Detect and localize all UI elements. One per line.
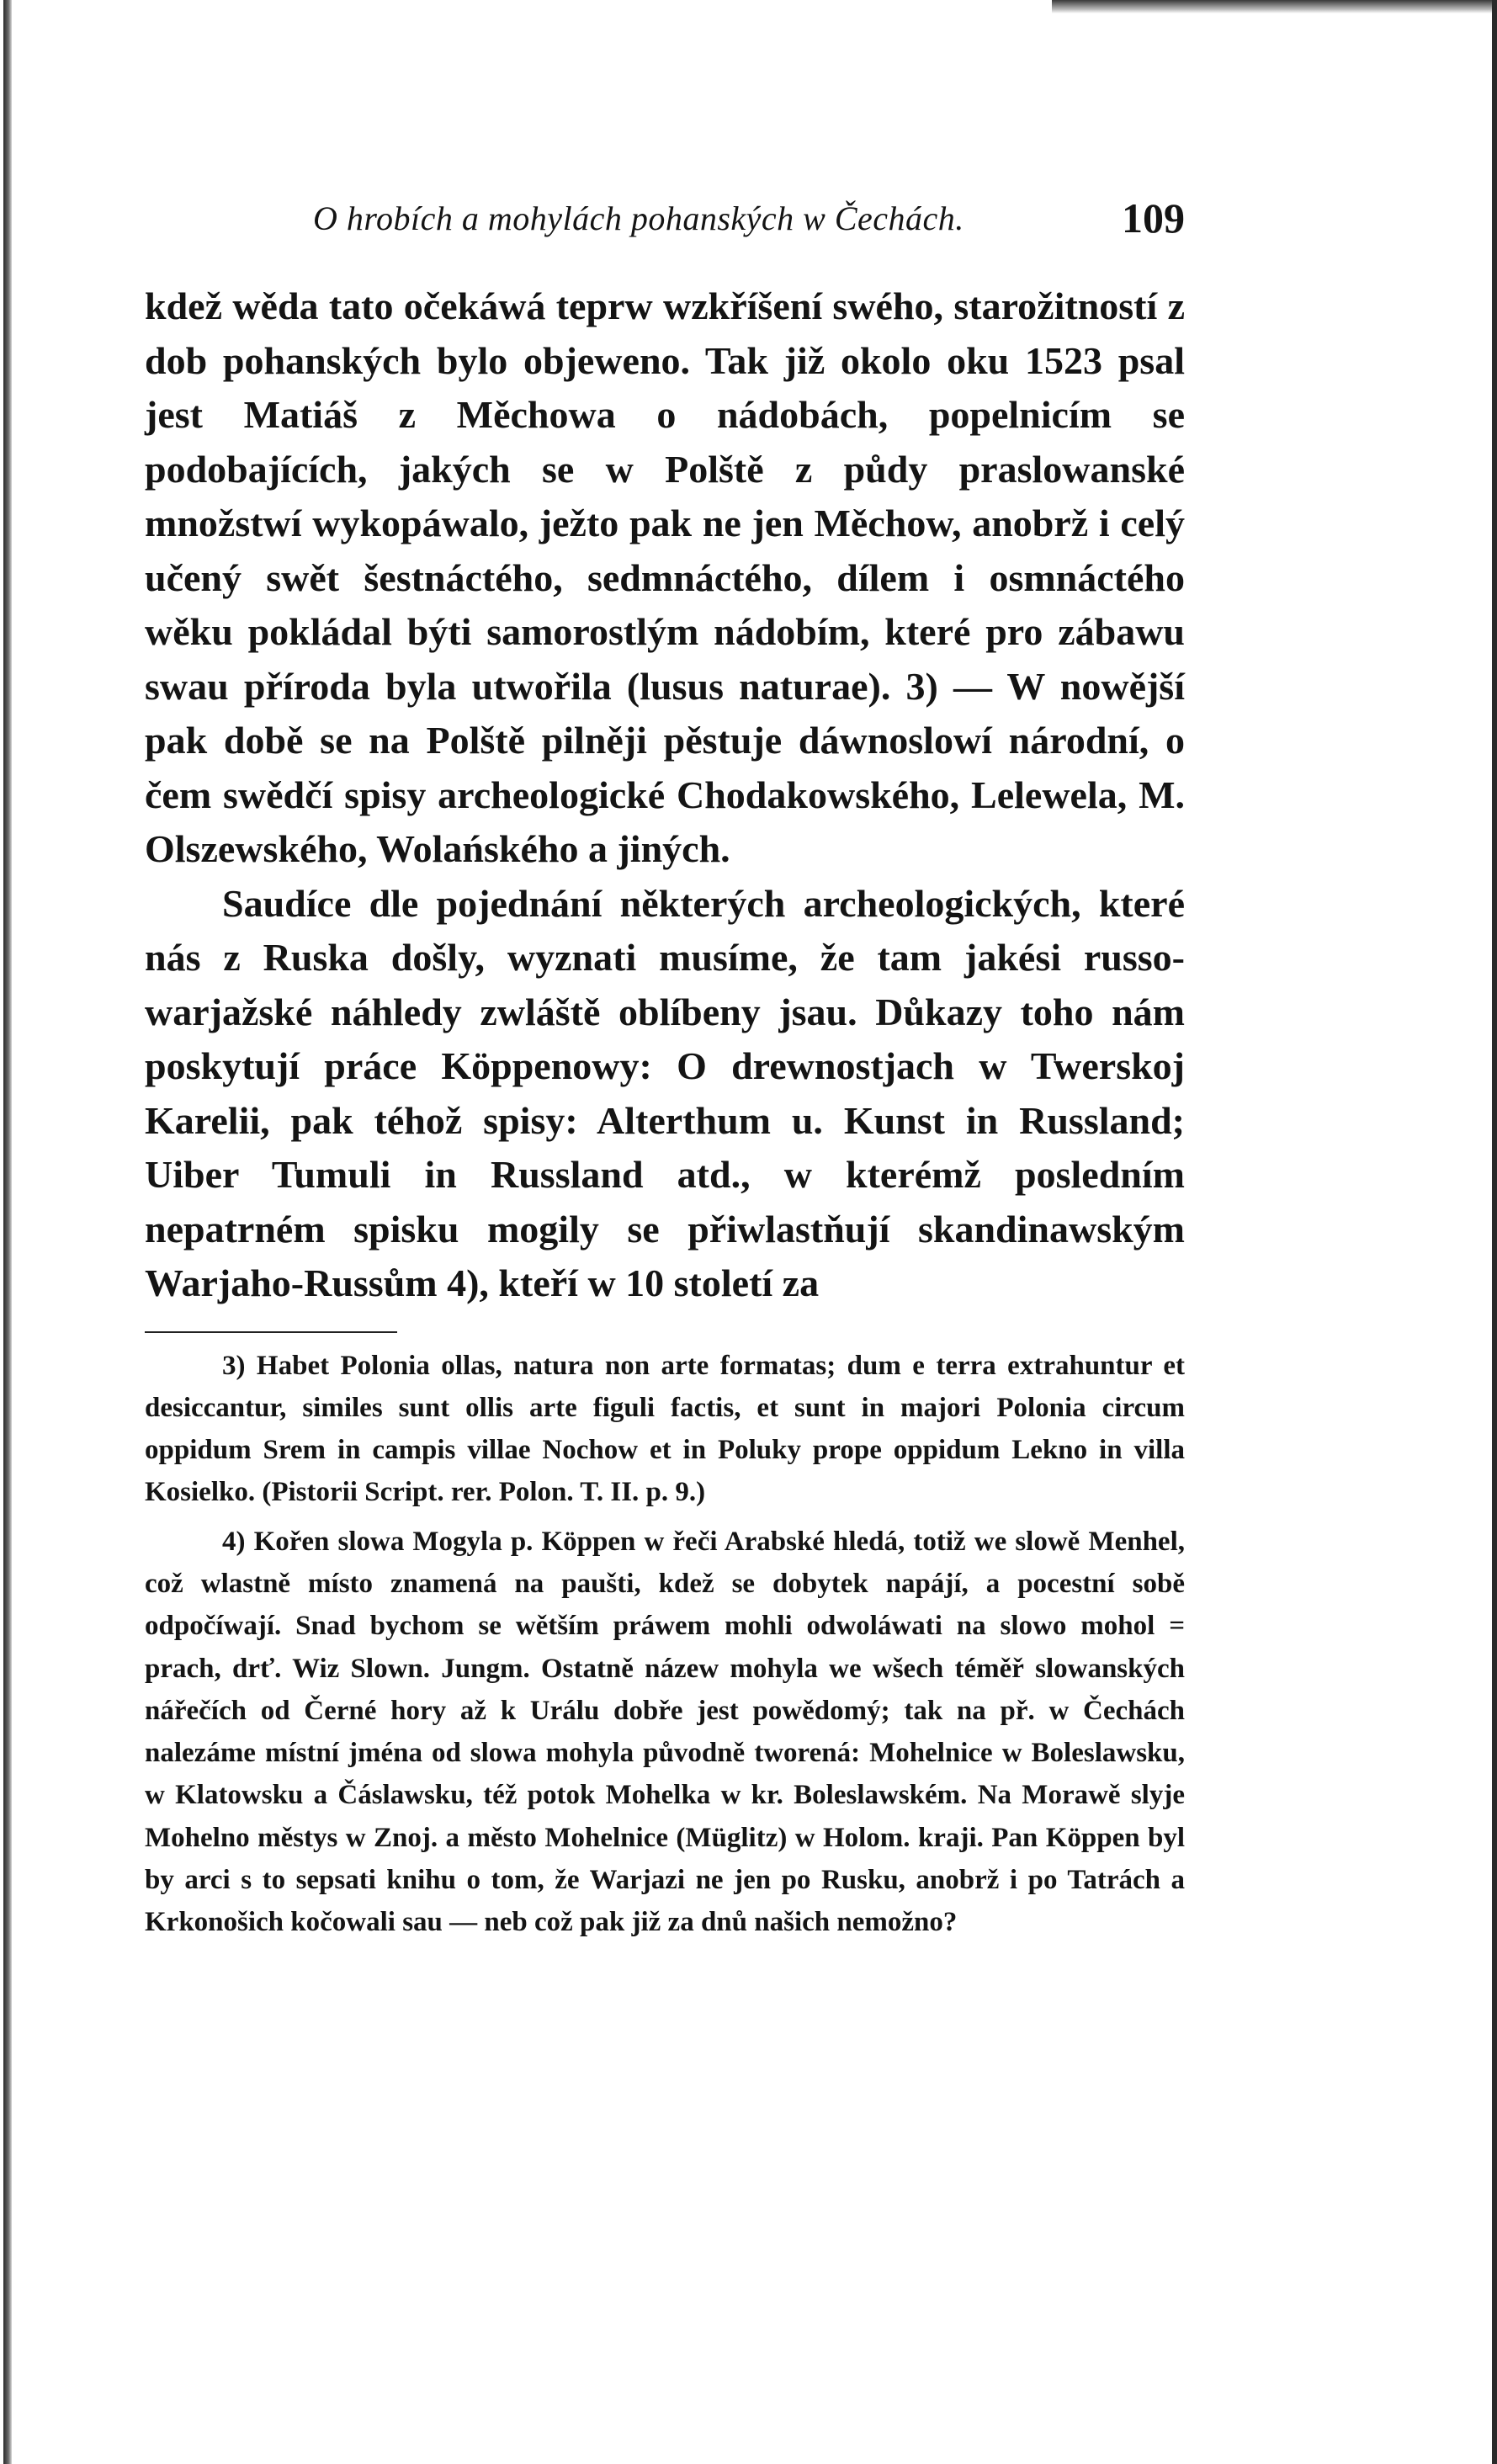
page-number: 109: [1122, 194, 1185, 242]
footnotes: [145, 1345, 1185, 1944]
footnote-3: 3) Habet Polonia ollas, natura non arte formatas; dum e terra extrahuntur et desiccantur, similes sunt ollis arte figuli factis, et sunt in majori Polonia circum oppidum Srem in campis villae Nochow et in Poluky prope oppidum Lekno in villa Kosielko. (Pistorii Script. rer. Polon. T. II. p. 9.): [145, 1350, 1185, 1508]
page-right-border: [1492, 0, 1497, 2464]
page-top-shadow: [1052, 0, 1497, 13]
page-edge-shadow: [3, 0, 12, 2464]
book-page: [145, 194, 1185, 1944]
paragraph-1: kdež wěda tato očekáwá teprw wzkříšení swého, starožitností z dob pohanských bylo objeweno. Tak již okolo oku 1523 psal jest Matiáš z Měchowa o nádobách, popelnicím se podobajících, jakých se w Polště z půdy praslowanské množstwí wykopáwalo, ježto pak ne jen Měchow, anobrž i celý učený swět šestnáctého, sedmnáctého, dílem i osmnáctého wěku pokládal býti samorostlým nádobím, které pro zábawu swau příroda byla utwořila (lusus naturae). 3) — W nowější pak době se na Polště pilněji pěstuje dáwnoslowí národní, o čem swědčí spisy archeologické Chodakowského, Lelewela, M. Olszewského, Wolańského a jiných.: [145, 284, 1185, 870]
footnote-4: 4) Kořen slowa Mogyla p. Köppen w řeči Arabské hledá, totiž we slowě Menhel, což wlastně místo znamená na paušti, kdež se dobytek napájí, a pocestní sobě odpočíwají. Snad bychom se wětším práwem mohli odwoláwati na slowo mohol = prach, drť. Wiz Slown. Jungm. Ostatně názew mohyla we wšech téměř slowanských nářečích od Černé hory až k Urálu dobře jest powědomý; tak na př. w Čechách nalezáme místní jména od slowa mohyla původně tworená: Mohelnice w Boleslawsku, w Klatowsku a Čáslawsku, též potok Mohelka w kr. Boleslawském. Na Morawě slyje Mohelno městys w Znoj. a město Mohelnice (Müglitz) w Holom. kraji. Pan Köppen byl by arci s to sepsati knihu o tom, že Warjazi ne jen po Rusku, anobrž i po Tatrách a Krkonošich kočowali sau — neb což pak již za dnů našich nemožno?: [145, 1526, 1185, 1938]
footnote-separator: [145, 1331, 397, 1333]
running-title: O hrobích a mohylách pohanských w Čechách.: [313, 199, 964, 237]
paragraph-2: Saudíce dle pojednání některých archeologických, které nás z Ruska došly, wyznati musíme, že tam jakési russo-warjažské náhledy zwláště oblíbeny jsau. Důkazy toho nám poskytují práce Köppenowy: O drewnostjach w Twerskoj Karelii, pak téhož spisy: Alterthum u. Kunst in Russland; Uiber Tumuli in Russland atd., w kterémž posledním nepatrném spisku mogily se přiwlastňují skandinawským Warjaho-Russům 4), kteří w 10 století za: [145, 881, 1185, 1304]
main-text: [145, 279, 1185, 1311]
page-header: [145, 194, 1185, 252]
